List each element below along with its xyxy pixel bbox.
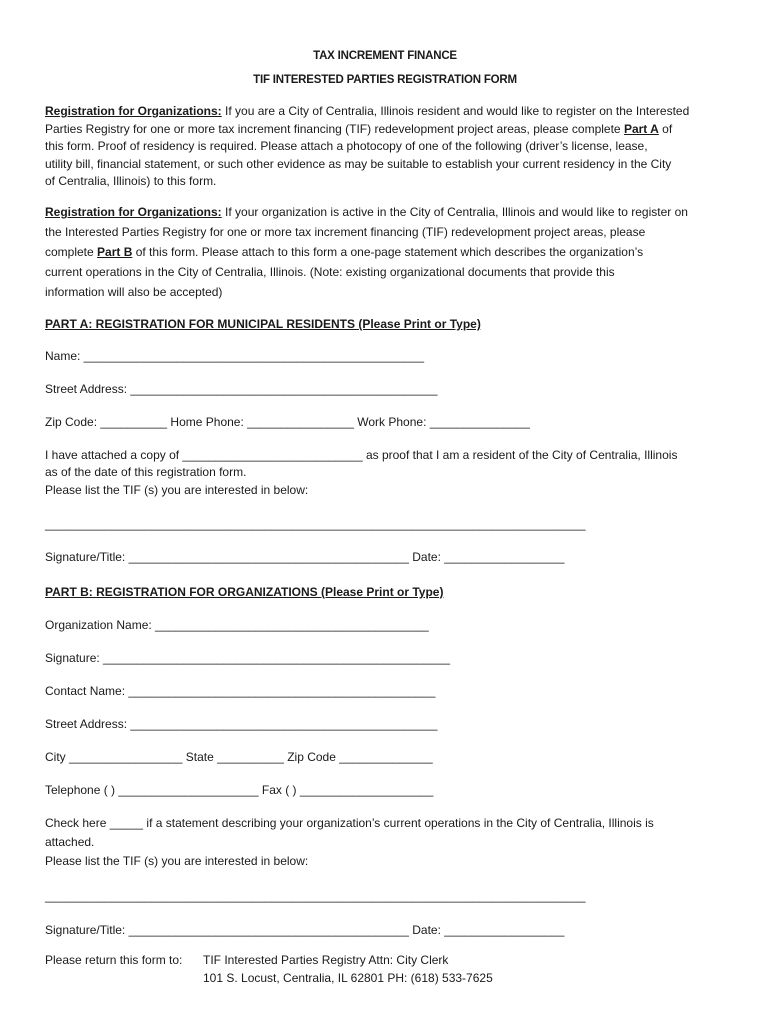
- intro2-line3: [45, 242, 727, 262]
- statement-check-text: attached.: [45, 835, 95, 849]
- form-title-line1: TAX INCREMENT FINANCE: [313, 50, 457, 62]
- intro1-line1: [45, 103, 727, 121]
- return-label: Please return this form to:: [45, 953, 183, 967]
- signature-date-field[interactable]: Signature/Title: __________________________________________ Date: __________________: [45, 550, 565, 564]
- org-tif-list-prompt: Please list the TIF (s) you are interested in below:: [45, 854, 309, 868]
- statement-check-field[interactable]: Check here _____ if a statement describing your organization’s current operations in the City of Centralia, Illinois is: [45, 816, 654, 830]
- zip-phone-fields[interactable]: Zip Code: __________ Home Phone: ________________ Work Phone: _______________: [45, 415, 530, 429]
- intro-paragraph-residents: [45, 103, 727, 191]
- intro2-line4: current operations in the City of Centralia, Illinois. (Note: existing organizational documents that provide this: [45, 265, 615, 279]
- return-address-line1: TIF Interested Parties Registry Attn: City Clerk: [203, 953, 449, 967]
- tif-list-field[interactable]: _________________________________________________________________________________: [45, 517, 586, 531]
- contact-name-field[interactable]: Contact Name: ______________________________________________: [45, 684, 436, 698]
- part-a-reference: Part A: [623, 121, 659, 136]
- part-b-heading: PART B: REGISTRATION FOR ORGANIZATIONS (Please Print or Type): [45, 585, 444, 599]
- intro2-text3a: complete: [45, 245, 98, 259]
- intro1-line2: [45, 121, 727, 139]
- intro1-text2c: of: [658, 121, 673, 136]
- city-state-zip-fields[interactable]: City _________________ State __________ Zip Code ______________: [45, 750, 433, 764]
- part-a-heading: PART A: REGISTRATION FOR MUNICIPAL RESIDENTS (Please Print or Type): [45, 317, 481, 331]
- intro1-line3: this form. Proof of residency is required. Please attach a photocopy of one of the following (driver’s license, lease,: [45, 139, 648, 153]
- intro2-line1: [45, 202, 727, 222]
- part-b-reference: Part B: [97, 245, 133, 259]
- organization-name-field[interactable]: Organization Name: _________________________________________: [45, 618, 429, 632]
- intro2-line5: information will also be accepted): [45, 285, 223, 299]
- form-title-line2: TIF INTERESTED PARTIES REGISTRATION FORM: [253, 74, 517, 86]
- intro2-lead: Registration for Organizations:: [45, 205, 222, 219]
- org-tif-list-field[interactable]: _________________________________________________________________________________: [45, 889, 586, 903]
- intro1-line4: utility bill, financial statement, or such other evidence as may be suitable to establish your current residency in the City: [45, 156, 672, 171]
- tif-list-prompt: Please list the TIF (s) you are interested in below:: [45, 483, 309, 497]
- proof-statement-text: as of the date of this registration form.: [45, 465, 247, 479]
- intro1-text2a: Parties Registry for one or more tax increment financing (TIF) redevelopment project areas, please complete: [45, 121, 624, 136]
- org-street-address-field[interactable]: Street Address: ______________________________________________: [45, 717, 438, 731]
- street-address-field[interactable]: Street Address: ______________________________________________: [45, 382, 438, 396]
- return-address-line2: 101 S. Locust, Centralia, IL 62801 PH: (618) 533-7625: [203, 971, 493, 985]
- proof-document-field[interactable]: I have attached a copy of ___________________________ as proof that I am a resident of the City of Centralia, Illinois: [45, 448, 678, 462]
- name-field[interactable]: Name: ___________________________________________________: [45, 349, 425, 363]
- intro2-text3c: of this form. Please attach to this form a one-page statement which describes the organization’s: [132, 245, 644, 259]
- intro-paragraph-organizations: [45, 202, 727, 302]
- intro2-text1: If your organization is active in the City of Centralia, Illinois and would like to register on: [221, 205, 688, 219]
- telephone-fax-fields[interactable]: Telephone ( ) _____________________ Fax ( ) ____________________: [45, 783, 434, 797]
- org-signature-field[interactable]: Signature: ____________________________________________________: [45, 651, 451, 665]
- intro1-lead: Registration for Organizations:: [45, 104, 222, 118]
- intro2-line2: the Interested Parties Registry for one or more tax increment financing (TIF) redevelopment project areas, please: [45, 225, 646, 239]
- intro1-text1: If you are a City of Centralia, Illinois resident and would like to register on the Interested: [221, 104, 690, 118]
- org-signature-date-field[interactable]: Signature/Title: __________________________________________ Date: __________________: [45, 923, 565, 937]
- intro1-line5: of Centralia, Illinois) to this form.: [45, 174, 217, 188]
